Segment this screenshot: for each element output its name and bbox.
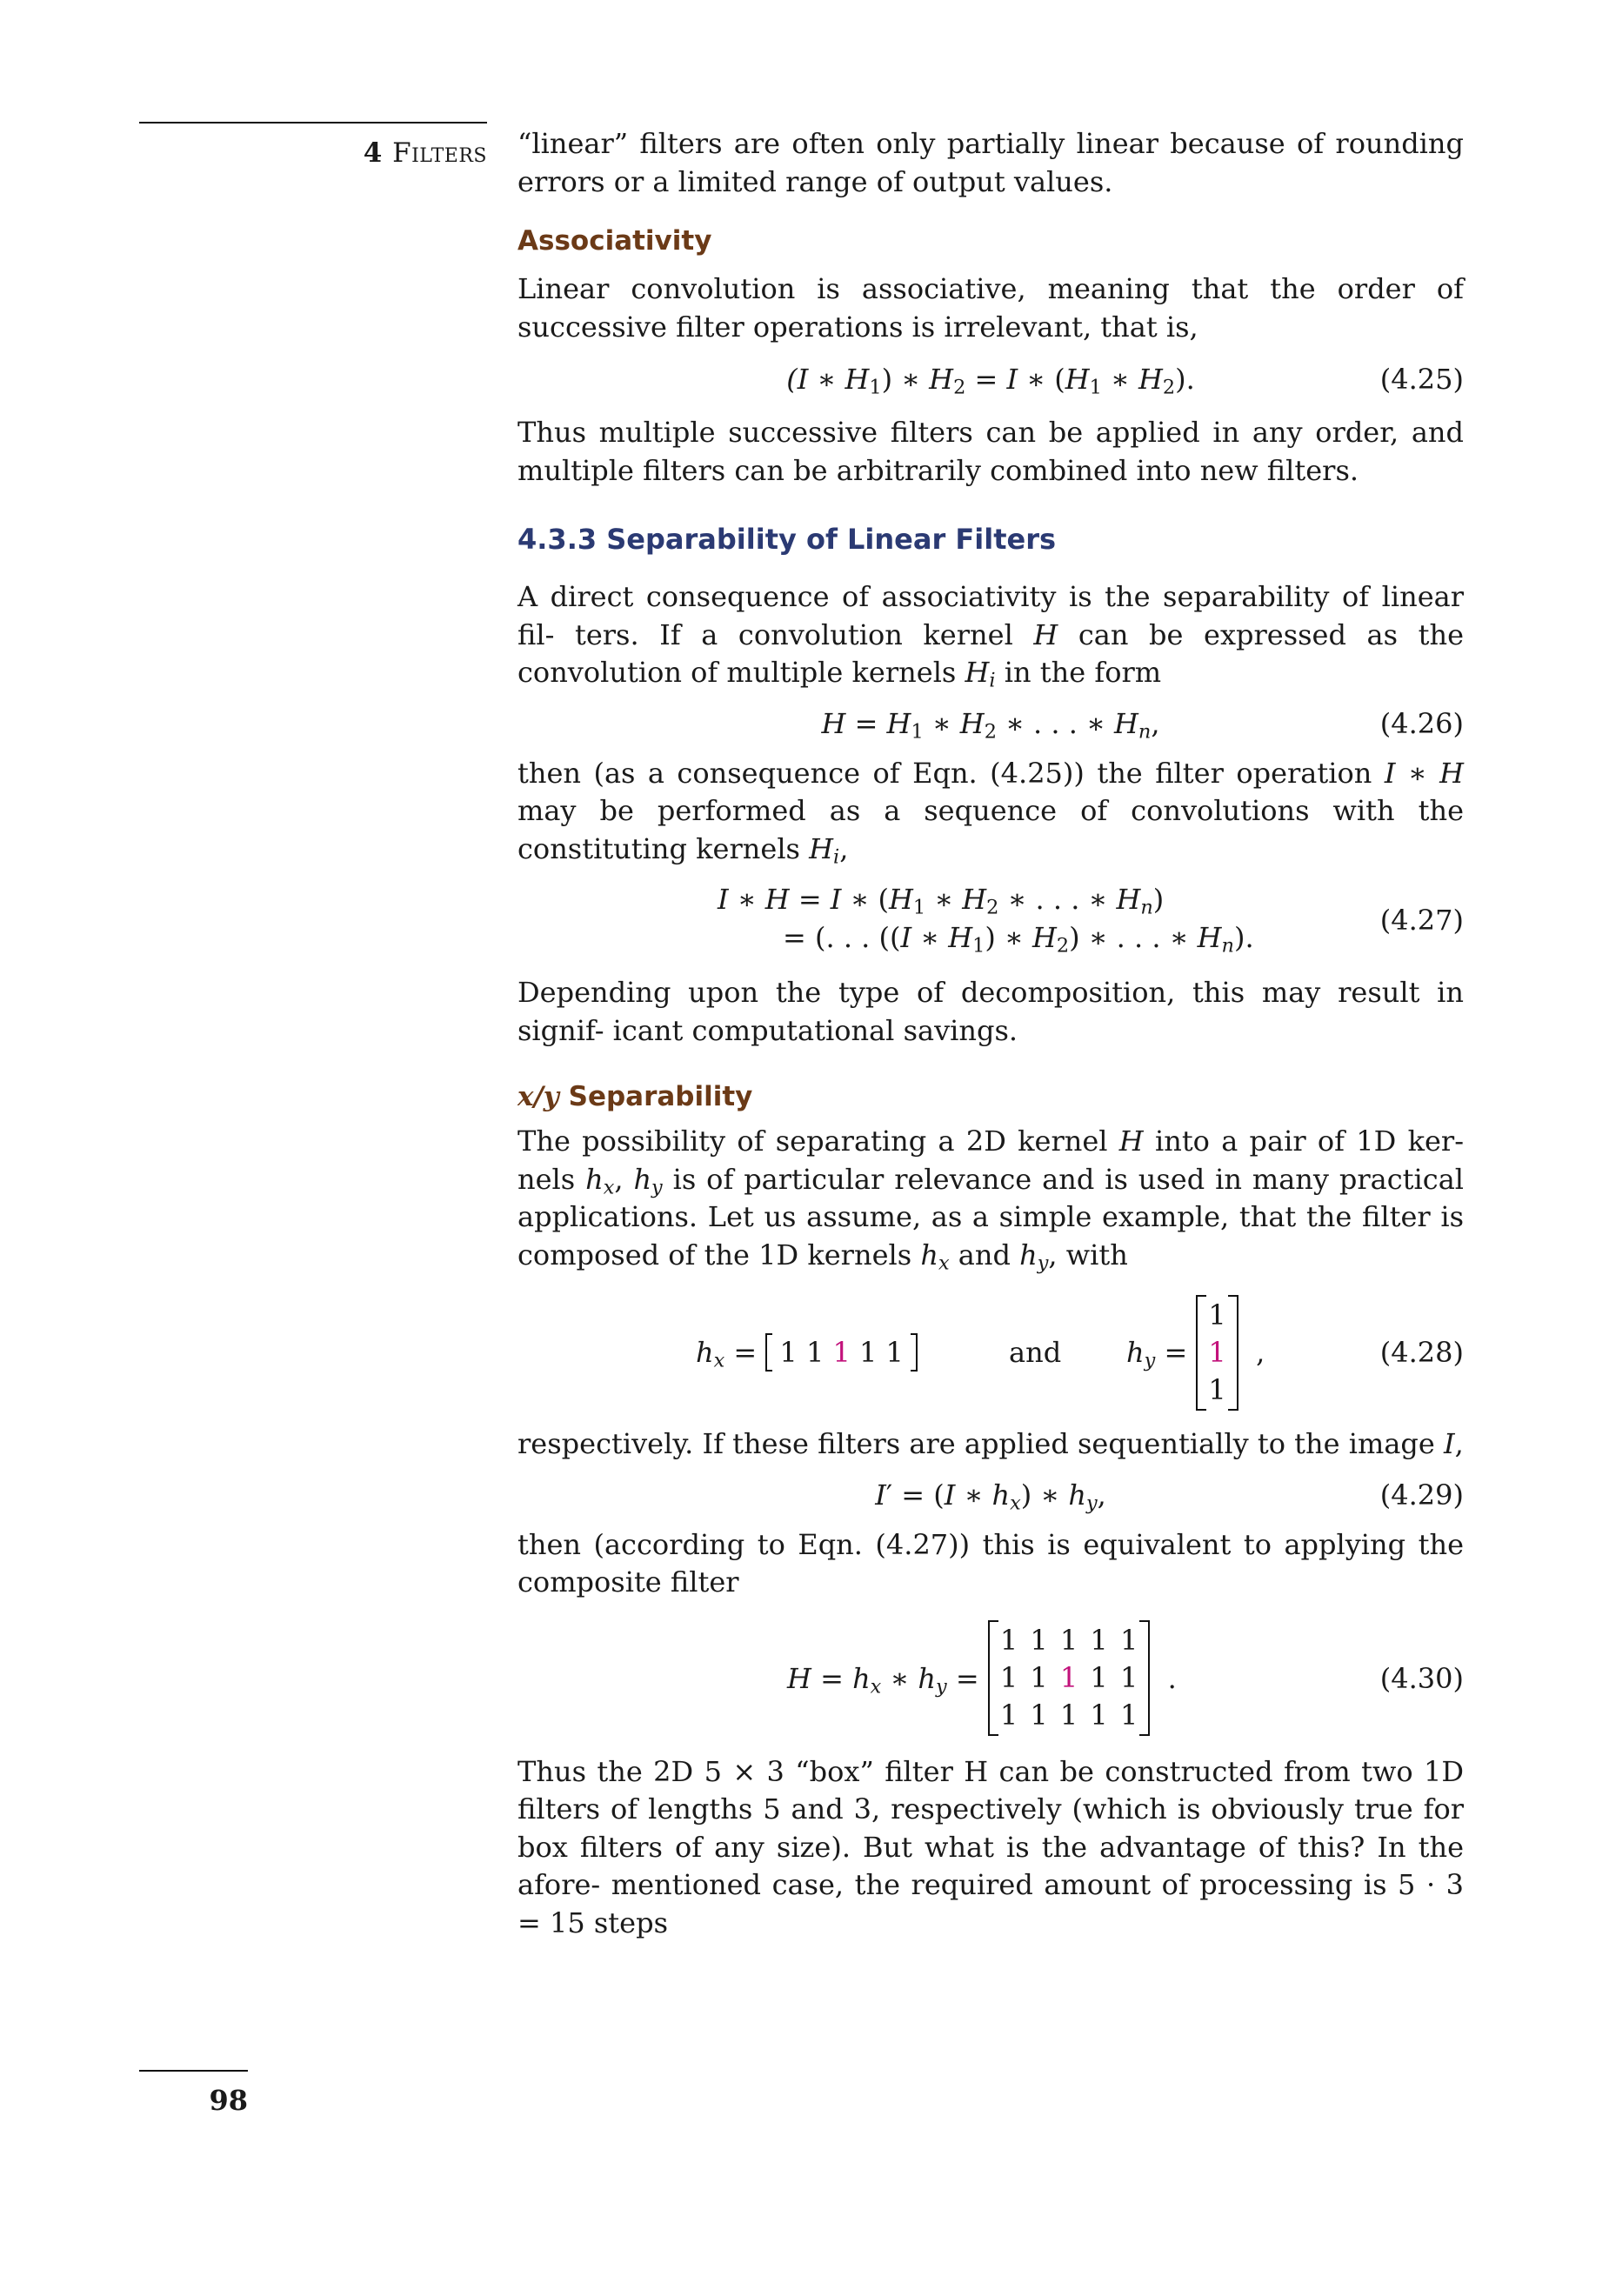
header-rule (139, 122, 487, 123)
paragraph-separability: A direct consequence of associativity is the separability of linear fil- ters. If a convolution kernel H can be expressed as the convolution of multiple kernels $H_i$ in the form (517, 580, 1464, 692)
equation-number: (4.29) (1379, 1478, 1464, 1512)
footer-rule (139, 2070, 248, 2072)
paragraph-respectively: respectively. If these filters are applied sequentially to the image I, (517, 1427, 1464, 1460)
chapter-number: 4 (363, 137, 383, 169)
and-word: and (1009, 1336, 1062, 1369)
paragraph-associativity: Linear convolution is associative, meaning that the order of successive filter operations is irrelevant, that is, (517, 272, 1464, 344)
equation-4-25: (I ∗ $H_1$) ∗ $H_2 = I$ ∗ ($H_1$ ∗ $H_2$). (4.25) (517, 360, 1464, 398)
heading-xy-separability: x/y Separability (517, 1081, 753, 1112)
paragraph-combined: Thus multiple successive filters can be applied in any order, and multiple filters can be arbitrarily combined into new filters. (517, 416, 1464, 487)
paragraph-intro: “linear” filters are often only partially linear because of rounding errors or a limited range of output values. (517, 127, 1464, 198)
page-number: 98 (209, 2084, 248, 2117)
equation-number: (4.30) (1379, 1661, 1464, 1695)
equation-4-30: H = $h_x$ ∗ $h_y$ = 1 1 1 1 1 1 1 1 1 1 1 1 1 1 1 . (4.30) (517, 1619, 1464, 1738)
section-heading: 4.3.3 Separability of Linear Filters (517, 523, 1057, 556)
chapter-title: Filters (392, 137, 487, 169)
running-header (364, 137, 487, 169)
equation-4-26: $H = H_1$ ∗ $H_2$ ∗ . . . ∗ $H_n$, (4.26) (517, 704, 1464, 743)
equation-4-27: I ∗ H = I ∗ ($H_1$ ∗ $H_2$ ∗ . . . ∗ $H_n$) = (. . . ((I ∗ $H_1$) ∗ $H_2$) ∗ . . . ∗ $H_n$). (4.27) (718, 883, 1464, 958)
equation-number: (4.26) (1379, 706, 1464, 740)
paragraph-then: then (as a consequence of Eqn. (4.25)) the filter operation I ∗ H may be performed as a sequence of convolutions with the constituting kernels $H_i$, (517, 756, 1465, 869)
paragraph-depending: Depending upon the type of decomposition, this may result in signif- icant computational savings. (517, 976, 1464, 1047)
paragraph-xy: The possibility of separating a 2D kernel H into a pair of 1D ker- nels $h_x$, $h_y$ is of particular relevance and is used in many practical applications. Let us assume, as a simple example, that the filter is composed of the 1D kernels $h_x$ and $h_y$, with (517, 1125, 1464, 1275)
equation-number: (4.28) (1379, 1336, 1464, 1369)
hx-kernel: 1 1 1 1 1 (765, 1333, 917, 1372)
equation-number: (4.27) (1379, 904, 1464, 937)
equation-4-29: I′ = (I ∗ $h_x$) ∗ $h_y$, (4.29) (517, 1476, 1464, 1514)
equation-4-28: $h_x = 1$ 1 1 1 1 and $h_y$ = 1 1 1 , (4.28) (517, 1293, 1464, 1412)
hy-kernel: 1 1 1 (1196, 1295, 1238, 1411)
composite-matrix: 1 1 1 1 1 1 1 1 1 1 1 1 1 1 1 (988, 1620, 1150, 1736)
equation-number: (4.25) (1379, 363, 1464, 396)
page-body (517, 122, 1464, 1942)
paragraph-composite: then (according to Eqn. (4.27)) this is equivalent to applying the composite filter (517, 1527, 1464, 1599)
paragraph-box-filter: Thus the 2D 5 × 3 “box” filter H can be constructed from two 1D filters of lengths 5 and 3, respectively (which is obviously true for box filters of any size). But what is the advantage of this? In the afore- mentioned case, the required amount of processing is 5 · 3 = 15 steps (517, 1754, 1464, 1939)
heading-associativity: Associativity (517, 225, 712, 257)
